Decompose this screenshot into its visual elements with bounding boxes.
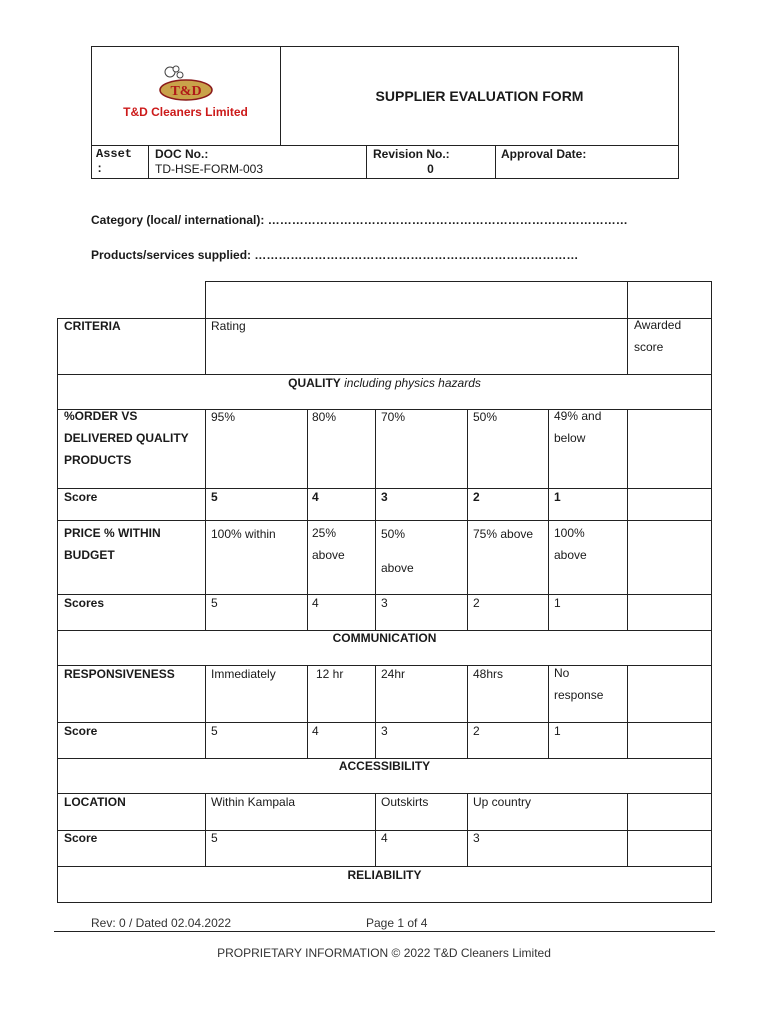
score-value: 2 [473,596,480,610]
revision-value: 0 [427,162,434,176]
footer-revision: Rev: 0 / Dated 02.04.2022 [91,916,232,930]
location-rating: Outskirts [381,795,429,809]
table-line [205,409,206,631]
score-value: 2 [473,490,480,504]
table-line [467,793,468,867]
order-rating: 95% [211,410,236,424]
responsiveness-rating: 12 hr [316,667,344,681]
score-value: 5 [211,831,218,845]
table-line [375,409,376,631]
table-line [627,793,628,867]
table-line [57,866,712,867]
table-line [205,281,206,319]
table-line [57,722,712,723]
reliability-section-title: RELIABILITY [347,868,422,882]
price-rating: 50% above [381,527,414,575]
scores-label: Scores [64,596,105,610]
category-field: Category (local/ international): ……………………………………………………………………………… [91,213,628,227]
table-line [307,409,308,631]
price-rating: 100% above [554,526,587,562]
asset-label: Asset : [96,147,133,176]
table-line [711,281,712,903]
quality-section-title [57,376,712,390]
table-line [57,488,712,489]
score-value: 3 [473,831,480,845]
table-line [627,281,628,375]
table-line [205,665,206,759]
table-line [57,374,712,375]
table-line [467,409,468,631]
doc-no-label: DOC No.: [155,147,209,161]
footer-proprietary: PROPRIETARY INFORMATION © 2022 T&D Cleaners Limited [217,946,551,960]
order-rating: 80% [312,410,337,424]
accessibility-section-title: ACCESSIBILITY [338,759,431,773]
score-value: 2 [473,724,480,738]
price-criteria-label: PRICE % WITHIN BUDGET [64,526,161,562]
table-line [627,665,628,759]
order-rating: 70% [381,410,406,424]
price-rating: 25% above [312,526,345,562]
table-line [57,318,58,903]
responsiveness-rating: 48hrs [473,667,504,681]
logo-graphic [156,64,216,104]
company-name: T&D Cleaners Limited [123,105,248,119]
approval-date-label: Approval Date: [501,147,587,161]
awarded-score-header: Awarded score [634,318,682,354]
score-value: 5 [211,490,218,504]
table-line [205,793,206,867]
header-row-divider [91,145,679,146]
price-rating: 100% within [211,527,276,541]
company-logo [156,64,216,104]
score-value: 5 [211,724,218,738]
price-rating: 75% above [473,527,534,541]
table-line [548,665,549,759]
quality-section-sub: including physics hazards [344,376,481,390]
table-line [57,902,712,903]
score-value: 5 [211,596,218,610]
score-value: 4 [312,596,319,610]
table-line [627,409,628,631]
score-label: Score [64,724,98,738]
responsiveness-rating: 24hr [381,667,406,681]
score-value: 3 [381,596,388,610]
responsiveness-rating: No response [554,666,604,702]
table-line [57,318,712,319]
score-value: 4 [381,831,388,845]
location-rating: Up country [473,795,532,809]
table-line [467,665,468,759]
table-line [375,665,376,759]
location-criteria-label: LOCATION [64,795,126,809]
score-value: 1 [554,596,561,610]
footer-page-number: Page 1 of 4 [366,916,428,930]
score-value: 4 [312,724,319,738]
table-line [57,594,712,595]
rating-header: Rating [211,319,246,333]
communication-section-title: COMMUNICATION [332,631,437,645]
footer-rule [54,931,715,932]
criteria-header: CRITERIA [64,319,121,333]
table-line [205,281,712,282]
order-rating: 50% [473,410,498,424]
table-line [548,409,549,631]
form-title: SUPPLIER EVALUATION FORM [375,88,584,104]
table-line [57,793,712,794]
location-rating: Within Kampala [211,795,296,809]
table-line [307,665,308,759]
quality-section-label: QUALITY [288,376,341,390]
table-line [205,318,206,375]
responsiveness-criteria-label: RESPONSIVENESS [64,667,175,681]
score-value: 3 [381,724,388,738]
order-criteria-label: %ORDER VS DELIVERED QUALITY PRODUCTS [64,409,189,467]
logo-text: T&D [170,84,202,99]
score-label: Score [64,831,98,845]
score-value: 1 [554,490,561,504]
header-cell-divider [148,145,149,179]
table-line [375,793,376,867]
score-label: Score [64,490,98,504]
header-cell-divider [495,145,496,179]
products-field: Products/services supplied: ……………………………………………………………………… [91,248,579,262]
score-value: 4 [312,490,319,504]
score-value: 3 [381,490,388,504]
doc-no-value: TD-HSE-FORM-003 [155,162,264,176]
responsiveness-rating: Immediately [211,667,276,681]
score-value: 1 [554,724,561,738]
revision-label: Revision No.: [373,147,450,161]
order-rating: 49% and below [554,409,602,445]
